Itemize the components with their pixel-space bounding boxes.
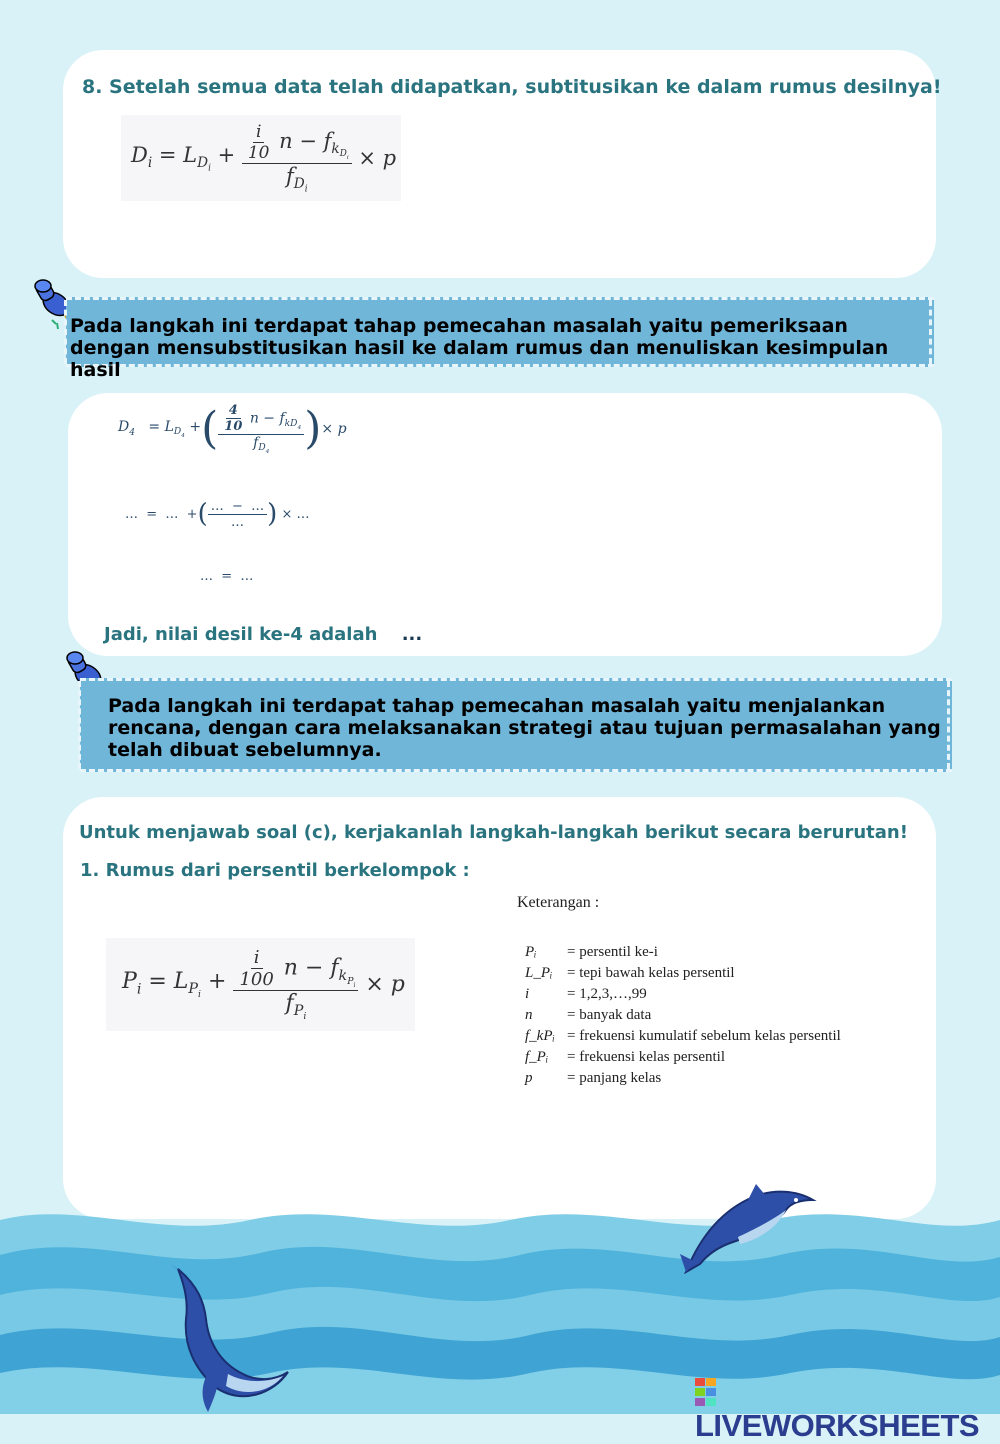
d4-times-p: × p xyxy=(321,421,347,437)
ket-desc: = panjang kelas xyxy=(567,1070,662,1086)
decile-i: i xyxy=(253,122,264,143)
d4-ten: 10 xyxy=(224,418,243,434)
blank-numerator: … − … xyxy=(208,499,267,515)
d4-blank-result: … = … xyxy=(200,569,254,584)
section-c-intro: Untuk menjawab soal (c), kerjakanlah langkah-langkah berikut secara berurutan! xyxy=(79,822,908,843)
decile-formula-fraction xyxy=(242,122,352,195)
dolphin-icon xyxy=(678,1182,818,1277)
liveworksheets-logo-icon xyxy=(695,1378,717,1406)
ket-sym: p xyxy=(525,1070,533,1086)
percentile-formula-times: × p xyxy=(358,972,405,997)
d4-close-paren: ) xyxy=(304,403,322,454)
conclusion-answer: ... xyxy=(401,624,423,645)
blank-1: … xyxy=(125,506,138,522)
d4-formula xyxy=(118,396,368,462)
step8-heading: 8. Setelah semua data telah didapatkan, subtitusikan ke dalam rumus desilnya! xyxy=(82,76,942,98)
percentile-formula-denominator: $f_{P_i}$ xyxy=(285,990,307,1023)
blank-open-paren: ( xyxy=(197,499,208,529)
keterangan-row xyxy=(517,1068,841,1089)
ket-sym: f_kPᵢ xyxy=(525,1028,555,1044)
keterangan-row xyxy=(517,1047,841,1068)
liveworksheets-brand xyxy=(695,1372,1000,1444)
ket-sym: f_Pᵢ xyxy=(525,1049,549,1065)
decile-formula-denominator: $f_{D_i}$ xyxy=(285,163,308,195)
keterangan-title: Keterangan : xyxy=(517,894,600,911)
percentile-formula-numerator: $\frac{i}{100}$ $n - f_{k_{P_i}}$ xyxy=(233,947,358,991)
d4-numerator: $\frac{4}{10}$ $n - f_{kD_4}$ xyxy=(218,403,304,435)
decile-ten: 10 xyxy=(247,142,270,163)
conclusion-text: Jadi, nilai desil ke-4 adalah xyxy=(104,624,378,645)
blank-6: … xyxy=(296,506,310,522)
blank-4: … xyxy=(251,498,265,514)
percentile-hundred: 100 xyxy=(239,968,274,990)
ket-desc: = 1,2,3,…,99 xyxy=(567,986,647,1002)
blank-2: … xyxy=(165,506,179,522)
banner-checking-step xyxy=(66,297,934,381)
blank-7: … xyxy=(200,569,213,584)
keterangan-row xyxy=(517,942,841,963)
blank-5: … xyxy=(230,514,244,530)
blank-8: … xyxy=(240,569,254,584)
whale-icon xyxy=(158,1264,298,1414)
decile-formula-numerator: $\frac{i}{10}$ $n - f_{k_{D_i}}$ xyxy=(242,122,352,164)
d4-fraction xyxy=(218,403,304,456)
decile-formula-times: × p xyxy=(351,146,397,170)
d4-blank-substitution: … = … + ( $\frac{\dots - \dots}{\dots}$ ) × … xyxy=(125,498,310,530)
section-c-step1: 1. Rumus dari persentil berkelompok : xyxy=(80,860,470,881)
keterangan-list xyxy=(517,942,841,1089)
keterangan-row xyxy=(517,963,841,984)
liveworksheets-text: LIVEWORKSHEETS xyxy=(695,1408,980,1443)
ket-sym: L_Pᵢ xyxy=(525,965,553,981)
percentile-formula-fraction xyxy=(233,947,358,1022)
ket-desc: = banyak data xyxy=(567,1007,652,1023)
decile-formula xyxy=(121,115,401,201)
keterangan-row xyxy=(517,1026,841,1047)
banner-execute-step xyxy=(80,678,952,772)
banner-execute-text: Pada langkah ini terdapat tahap pemecahan masalah yaitu menjalankan rencana, dengan cara melaksanakan strategi atau tujuan permasalahan yang telah dibuat sebelumnya. xyxy=(108,695,941,761)
ket-desc: = frekuensi kelas persentil xyxy=(567,1049,725,1065)
ket-desc: = tepi bawah kelas persentil xyxy=(567,965,735,981)
ket-sym: Pᵢ xyxy=(525,944,537,960)
keterangan-row xyxy=(517,984,841,1005)
d4-four: 4 xyxy=(226,403,241,419)
keterangan-row xyxy=(517,1005,841,1026)
decile-formula-lhs: $D_i = L_{D_i}$ + xyxy=(131,142,242,174)
blank-3: … xyxy=(210,498,224,514)
percentile-formula-lhs: $P_i = L_{P_i}$ + xyxy=(122,968,234,1001)
d4-denominator: $f_{D_4}$ xyxy=(253,434,270,456)
ket-sym: n xyxy=(525,1007,533,1023)
ket-sym: i xyxy=(525,986,530,1002)
d4-formula-lhs: $D_4 = L_{D_4}$ + xyxy=(118,418,202,440)
conclusion-line xyxy=(104,624,422,645)
ket-desc: = persentil ke-i xyxy=(567,944,658,960)
percentile-formula xyxy=(106,938,415,1031)
banner-checking-text: Pada langkah ini terdapat tahap pemecahan masalah yaitu pemeriksaan dengan mensubstitusikan hasil ke dalam rumus dan menuliskan kesimpulan hasil xyxy=(70,315,889,381)
d4-open-paren: ( xyxy=(201,403,219,454)
ket-desc: = frekuensi kumulatif sebelum kelas persentil xyxy=(567,1028,841,1044)
blank-fraction xyxy=(208,499,267,530)
blank-close-paren: ) xyxy=(267,499,278,529)
